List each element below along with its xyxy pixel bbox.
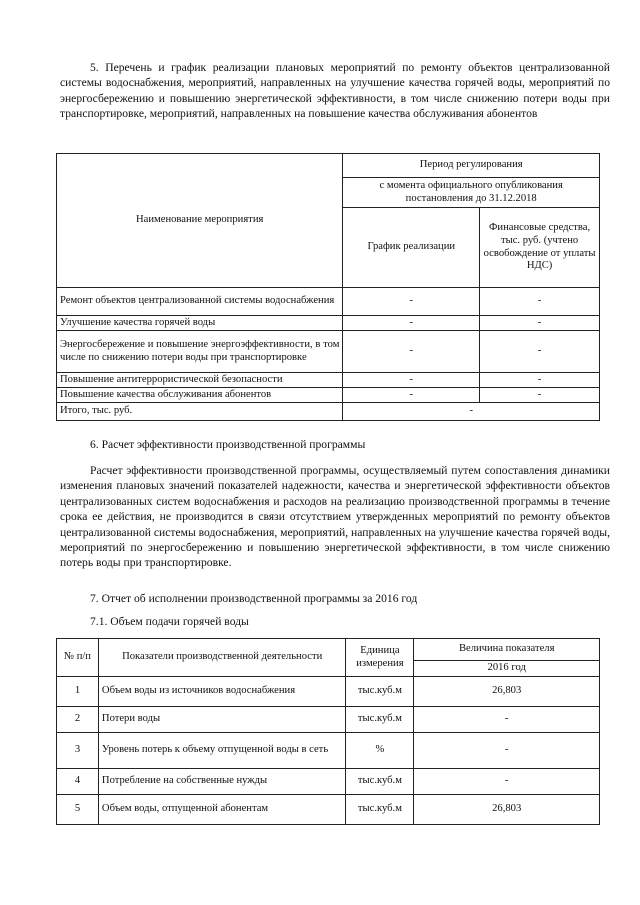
hot-water-table: [56, 638, 600, 825]
col-period-sub: с момента официального опубликования постановления до 31.12.2018: [343, 178, 600, 208]
row-indicator: Потери воды: [98, 707, 346, 733]
table-row-finance: -: [480, 331, 600, 373]
row-num: 5: [57, 795, 99, 825]
col-finance: Финансовые средства, тыс. руб. (учтено освобождение от уплаты НДС): [480, 208, 600, 288]
row-value: -: [414, 733, 600, 769]
col-activity-name: Наименование мероприятия: [57, 154, 343, 288]
col-period: Период регулирования: [343, 154, 600, 178]
row-unit: тыс.куб.м: [346, 677, 414, 707]
row-unit: тыс.куб.м: [346, 769, 414, 795]
activities-table: [56, 153, 600, 421]
total-value: -: [343, 403, 600, 421]
col-num: № п/п: [57, 639, 99, 677]
section-6-body: Расчет эффективности производственной программы, осуществляемый путем сопоставления динамики изменения плановых значений показателей надежности, качества и энергетической эффективности объектов централизованных систем водоснабжения и расходов на реализацию производственной программы в течение срока ее действия, не производится в связи отсутствием утвержденных мероприятий по ремонту объектов централизованной системы водоснабжения, мероприятий, направленных на улучшение качества горячей воды, мероприятий по энергосбережению и повышению энергетической эффективности, в том числе снижению потерь воды при транспортировке.: [60, 464, 610, 570]
row-unit: тыс.куб.м: [346, 795, 414, 825]
table-row-schedule: -: [343, 316, 480, 331]
table-row-finance: -: [480, 373, 600, 388]
row-num: 1: [57, 677, 99, 707]
row-value: -: [414, 769, 600, 795]
section-5-heading: 5. Перечень и график реализации плановых мероприятий по ремонту объектов централизованной системы водоснабжения, мероприятий, направленных на улучшение качества горячей воды, мероприятий по энергосбережению и повышению энергетической эффективности, в том числе снижению потери воды при транспортировке, мероприятий, направленных на повышение качества обслуживания абонентов: [60, 61, 610, 121]
total-label: Итого, тыс. руб.: [57, 403, 343, 421]
table-row-schedule: -: [343, 288, 480, 316]
row-indicator: Объем воды, отпущенной абонентам: [98, 795, 346, 825]
row-num: 2: [57, 707, 99, 733]
section-6-heading: 6. Расчет эффективности производственной программы: [90, 438, 366, 451]
row-value: -: [414, 707, 600, 733]
row-unit: тыс.куб.м: [346, 707, 414, 733]
col-year: 2016 год: [414, 661, 600, 677]
section-7-1-heading: 7.1. Объем подачи горячей воды: [90, 615, 249, 628]
table-row-finance: -: [480, 288, 600, 316]
row-num: 3: [57, 733, 99, 769]
row-indicator: Объем воды из источников водоснабжения: [98, 677, 346, 707]
row-indicator: Потребление на собственные нужды: [98, 769, 346, 795]
row-indicator: Уровень потерь к объему отпущенной воды в сеть: [98, 733, 346, 769]
section-7-heading: 7. Отчет об исполнении производственной программы за 2016 год: [90, 592, 418, 605]
row-num: 4: [57, 769, 99, 795]
row-unit: %: [346, 733, 414, 769]
table-row-schedule: -: [343, 388, 480, 403]
table-row-name: Улучшение качества горячей воды: [57, 316, 343, 331]
col-value: Величина показателя: [414, 639, 600, 661]
table-row-name: Повышение антитеррористической безопасности: [57, 373, 343, 388]
row-value: 26,803: [414, 795, 600, 825]
table-row-finance: -: [480, 316, 600, 331]
col-unit: Единица измерения: [346, 639, 414, 677]
table-row-name: Энергосбережение и повышение энергоэффективности, в том числе по снижению потери воды при транспортировке: [57, 331, 343, 373]
table-row-schedule: -: [343, 331, 480, 373]
table-row-name: Повышение качества обслуживания абонентов: [57, 388, 343, 403]
table-row-name: Ремонт объектов централизованной системы водоснабжения: [57, 288, 343, 316]
col-schedule: График реализации: [343, 208, 480, 288]
col-indicator: Показатели производственной деятельности: [98, 639, 346, 677]
row-value: 26,803: [414, 677, 600, 707]
table-row-schedule: -: [343, 373, 480, 388]
table-row-finance: -: [480, 388, 600, 403]
